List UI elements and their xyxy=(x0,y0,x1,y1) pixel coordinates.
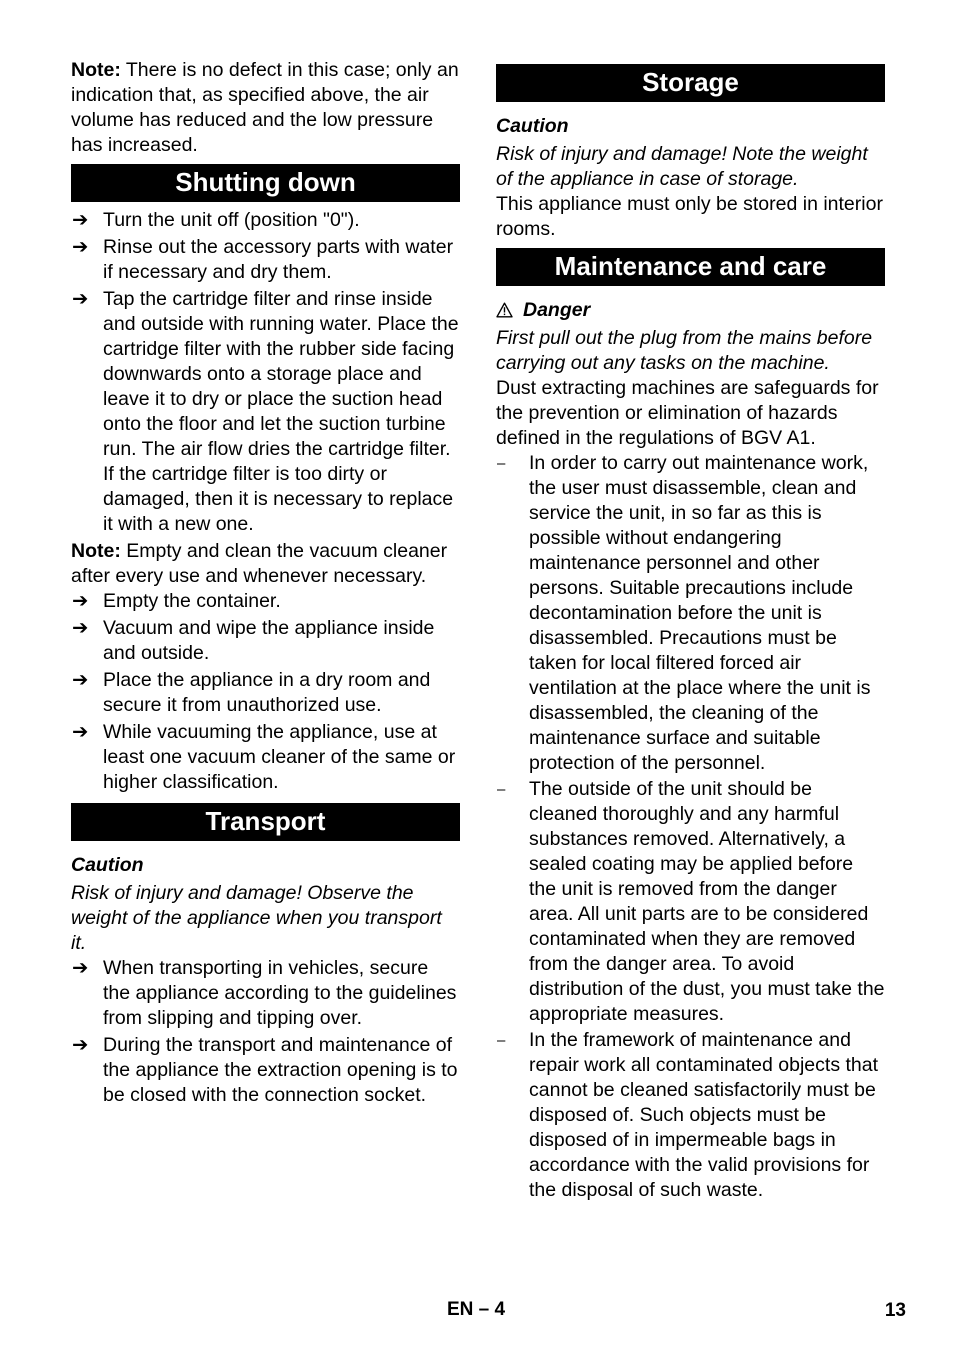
list-item: – In the framework of maintenance and repair work all contaminated objects that cannot be cleaned satisfactorily must be disposed of. Such objects must be disposed of in impermeable bags in accordance with the valid provisions for the disposal of such waste. xyxy=(497,1029,879,1201)
list-item: – The outside of the unit should be cleaned thoroughly and any harmful substances removed. Alternatively, a sealed coating may be applied before the unit is removed from the danger area. All unit parts are to be considered contaminated when they are removed from the danger area. To avoid distribution of the dust, you must take the appropriate measures. xyxy=(497,778,885,1025)
list-item: ➔ Rinse out the accessory parts with water if necessary and dry them. xyxy=(72,236,454,283)
warning-triangle-icon xyxy=(496,302,513,318)
arrow-right-icon: ➔ xyxy=(72,288,89,310)
arrow-right-icon: ➔ xyxy=(72,236,89,258)
caution-label: Caution xyxy=(496,115,569,137)
list-item: ➔ Place the appliance in a dry room and secure it from unauthorized use. xyxy=(72,669,431,716)
section-heading-shutting-down: Shutting down xyxy=(71,164,460,202)
shutting-down-steps-2 xyxy=(71,589,460,795)
intro-note xyxy=(71,58,460,158)
arrow-right-icon: ➔ xyxy=(72,1034,89,1056)
arrow-right-icon: ➔ xyxy=(72,721,89,743)
list-item: ➔ While vacuuming the appliance, use at least one vacuum cleaner of the same or higher classification. xyxy=(72,721,456,793)
danger-label: Danger xyxy=(523,299,591,321)
dash-bullet: – xyxy=(497,455,506,472)
list-item: ➔ Empty the container. xyxy=(72,590,281,612)
list-item: ➔ Turn the unit off (position "0"). xyxy=(72,209,360,231)
page-number: 13 xyxy=(884,1300,906,1321)
list-item: ➔ When transporting in vehicles, secure the appliance according to the guidelines from slipping and tipping over. xyxy=(72,957,457,1029)
section-heading-storage: Storage xyxy=(496,64,885,102)
maintenance-items xyxy=(496,451,885,1203)
list-item: – In order to carry out maintenance work, the user must disassemble, clean and service the unit, in so far as this is possible without endangering maintenance personnel and other persons. Suitable precautions include decontamination before the unit is disassembled. Precautions must be taken for local filtered forced air ventilation at the place where the unit is disassembled, the cleaning of the maintenance surface and suitable protection of the personnel. xyxy=(497,452,871,774)
section-heading-transport: Transport xyxy=(71,803,460,841)
storage-body: This appliance must only be stored in interior rooms. xyxy=(496,193,883,240)
maintenance-body: Dust extracting machines are safeguards for the prevention or elimination of hazards defined in the regulations of BGV A1. xyxy=(496,377,879,449)
dash-bullet: – xyxy=(497,1032,506,1049)
transport-steps xyxy=(71,956,460,1108)
arrow-right-icon: ➔ xyxy=(72,957,89,979)
shutting-down-note xyxy=(71,539,460,589)
arrow-right-icon: ➔ xyxy=(72,669,89,691)
shutting-down-steps xyxy=(71,208,460,537)
list-item: ➔ During the transport and maintenance of the appliance the extraction opening is to be closed with the connection socket. xyxy=(72,1034,458,1106)
note-label: Note: xyxy=(71,540,121,562)
section-label: EN – 4 xyxy=(447,1299,506,1320)
note-label: Note: xyxy=(71,59,121,81)
arrow-right-icon: ➔ xyxy=(72,590,89,612)
left-column xyxy=(71,58,460,1110)
danger-text: First pull out the plug from the mains before carrying out any tasks on the machine. xyxy=(496,327,873,374)
section-heading-maintenance: Maintenance and care xyxy=(496,248,885,286)
caution-label: Caution xyxy=(71,854,144,876)
note-text: Empty and clean the vacuum cleaner after every use and whenever necessary. xyxy=(71,540,448,587)
caution-text: Risk of injury and damage! Observe the weight of the appliance when you transport it. xyxy=(71,882,442,954)
danger-heading xyxy=(496,298,885,323)
list-item: ➔ Vacuum and wipe the appliance inside and outside. xyxy=(72,617,435,664)
list-item: ➔ Tap the cartridge filter and rinse inside and outside with running water. Place the cartridge filter with the rubber side facing downwards onto a storage place and leave it to dry or place the suction head onto the floor and let the suction turbine run. The air flow dries the cartridge filter. If the cartridge filter is too dirty or damaged, then it is necessary to replace it with a new one. xyxy=(72,288,459,535)
dash-bullet: – xyxy=(497,781,506,798)
right-column xyxy=(496,58,885,1204)
arrow-right-icon: ➔ xyxy=(72,209,89,231)
note-text: There is no defect in this case; only an indication that, as specified above, the air volume has reduced and the low pressure has increased. xyxy=(71,59,459,156)
arrow-right-icon: ➔ xyxy=(72,617,89,639)
caution-text: Risk of injury and damage! Note the weight of the appliance in case of storage. xyxy=(496,143,868,190)
